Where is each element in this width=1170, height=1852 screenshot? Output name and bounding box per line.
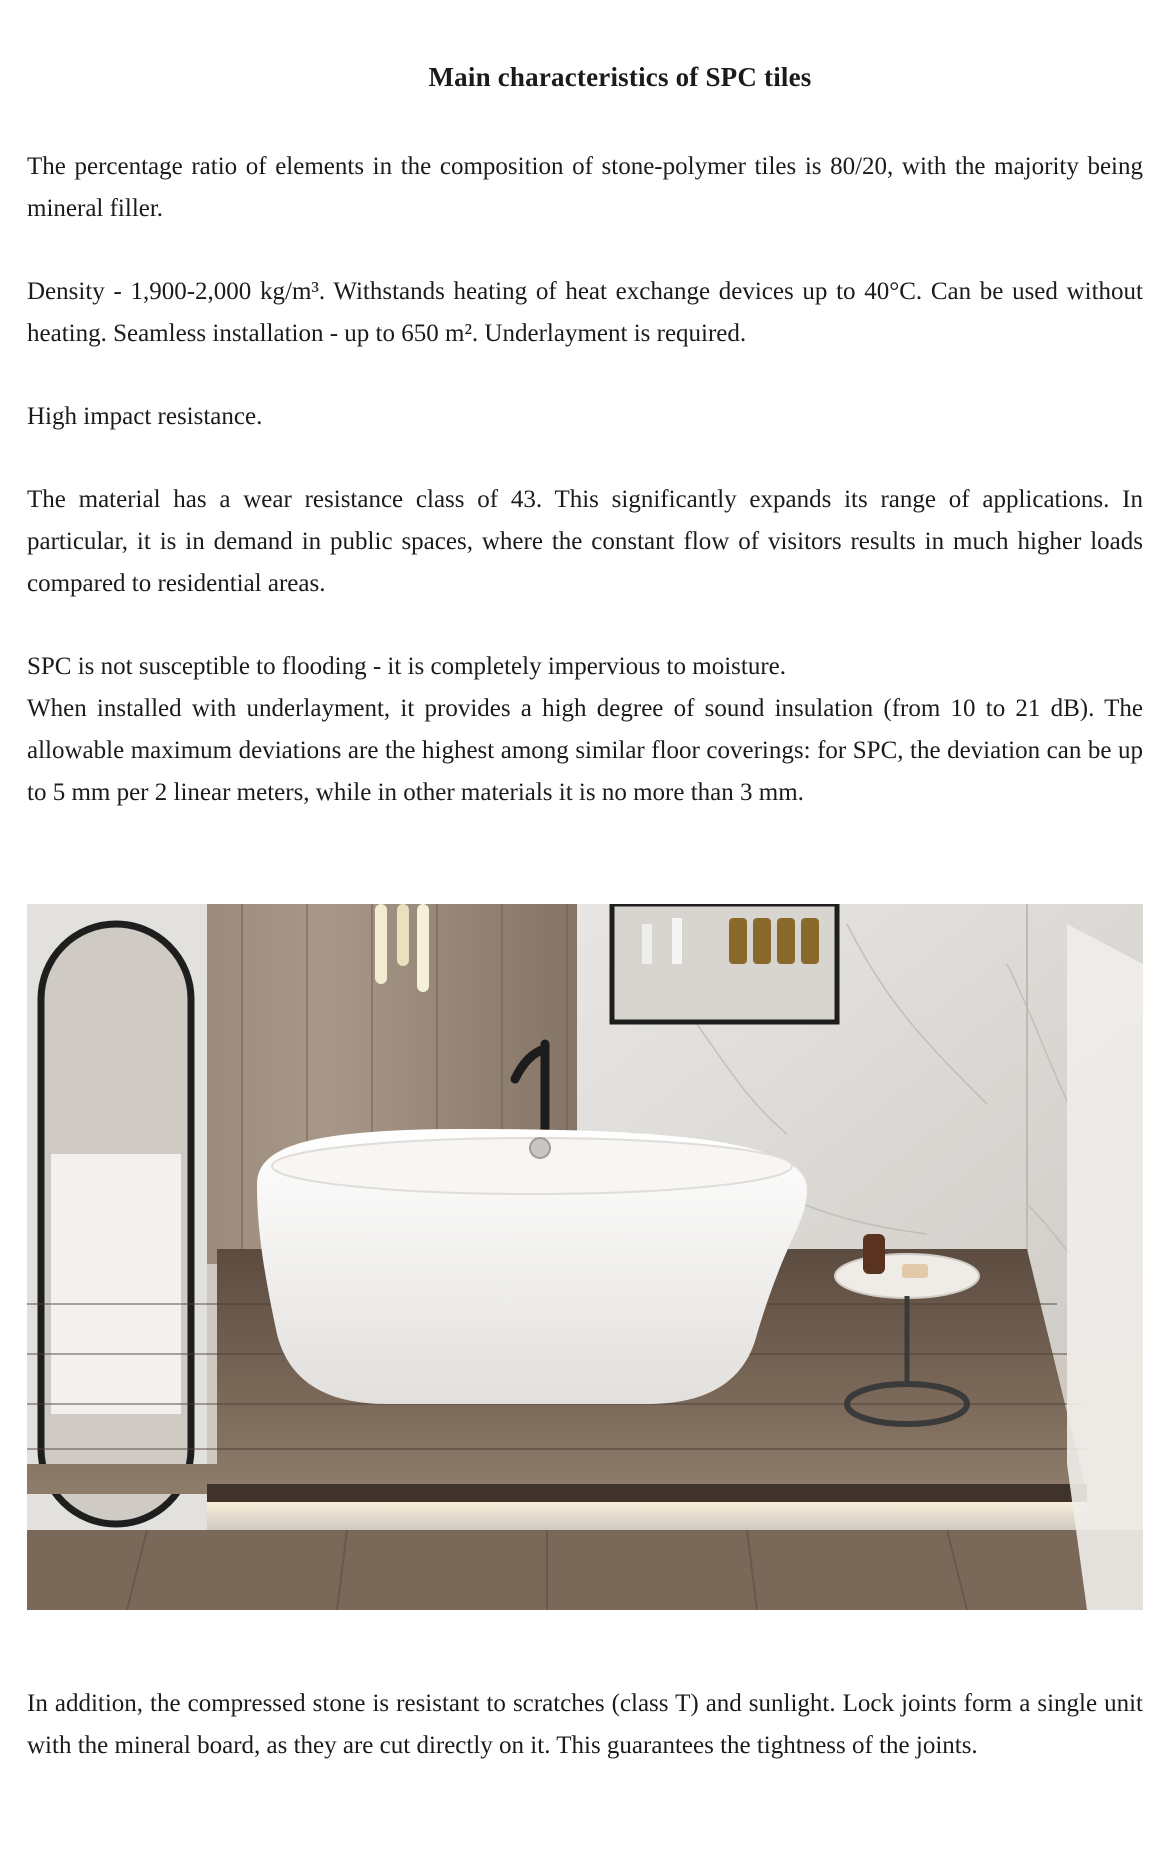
paragraph-impact-resistance: High impact resistance.	[27, 403, 263, 430]
platform-edge	[207, 1484, 1087, 1502]
freestanding-bathtub	[257, 1129, 807, 1404]
paragraph-moisture-sound	[27, 646, 1143, 814]
paragraph-density: Density - 1,900-2,000 kg/m³. Withstands heating of heat exchange devices up to 40°C. Can be used without heating. Seamless installation - up to 650 m². Underlayment is required.	[27, 278, 1143, 347]
right-partition	[1067, 924, 1143, 1610]
bathroom-illustration	[27, 904, 1143, 1610]
lower-floor	[27, 1530, 1143, 1610]
bathroom-photo	[27, 904, 1143, 1610]
paragraph-scratch-resistance: In addition, the compressed stone is resistant to scratches (class T) and sunlight. Lock joints form a single unit with the mineral board, as they are cut directly on it. This guarantees the tightness of the joints.	[27, 1690, 1143, 1759]
led-glow	[207, 1502, 1087, 1530]
page-title: Main characteristics of SPC tiles	[428, 62, 812, 92]
paragraph-sound-insulation-line: When installed with underlayment, it provides a high degree of sound insulation (from 10 to 21 dB). The allowable maximum deviations are the highest among similar floor coverings: for SPC, the deviation can be up to 5 mm per 2 linear meters, while in other materials it is no more than 3 mm.	[27, 695, 1143, 806]
soap-dispenser-2	[672, 918, 682, 964]
paragraph-moisture-line: SPC is not susceptible to flooding - it is completely impervious to moisture.	[27, 653, 786, 680]
paragraph-wear-resistance: The material has a wear resistance class of 43. This significantly expands its range of applications. In particular, it is in demand in public spaces, where the constant flow of visitors results in much higher loads compared to residential areas.	[27, 486, 1143, 597]
mirror-tub-reflection	[51, 1154, 181, 1414]
paragraph-composition: The percentage ratio of elements in the composition of stone-polymer tiles is 80/20, with the majority being mineral filler.	[27, 153, 1143, 222]
soap-dispenser	[642, 924, 652, 964]
